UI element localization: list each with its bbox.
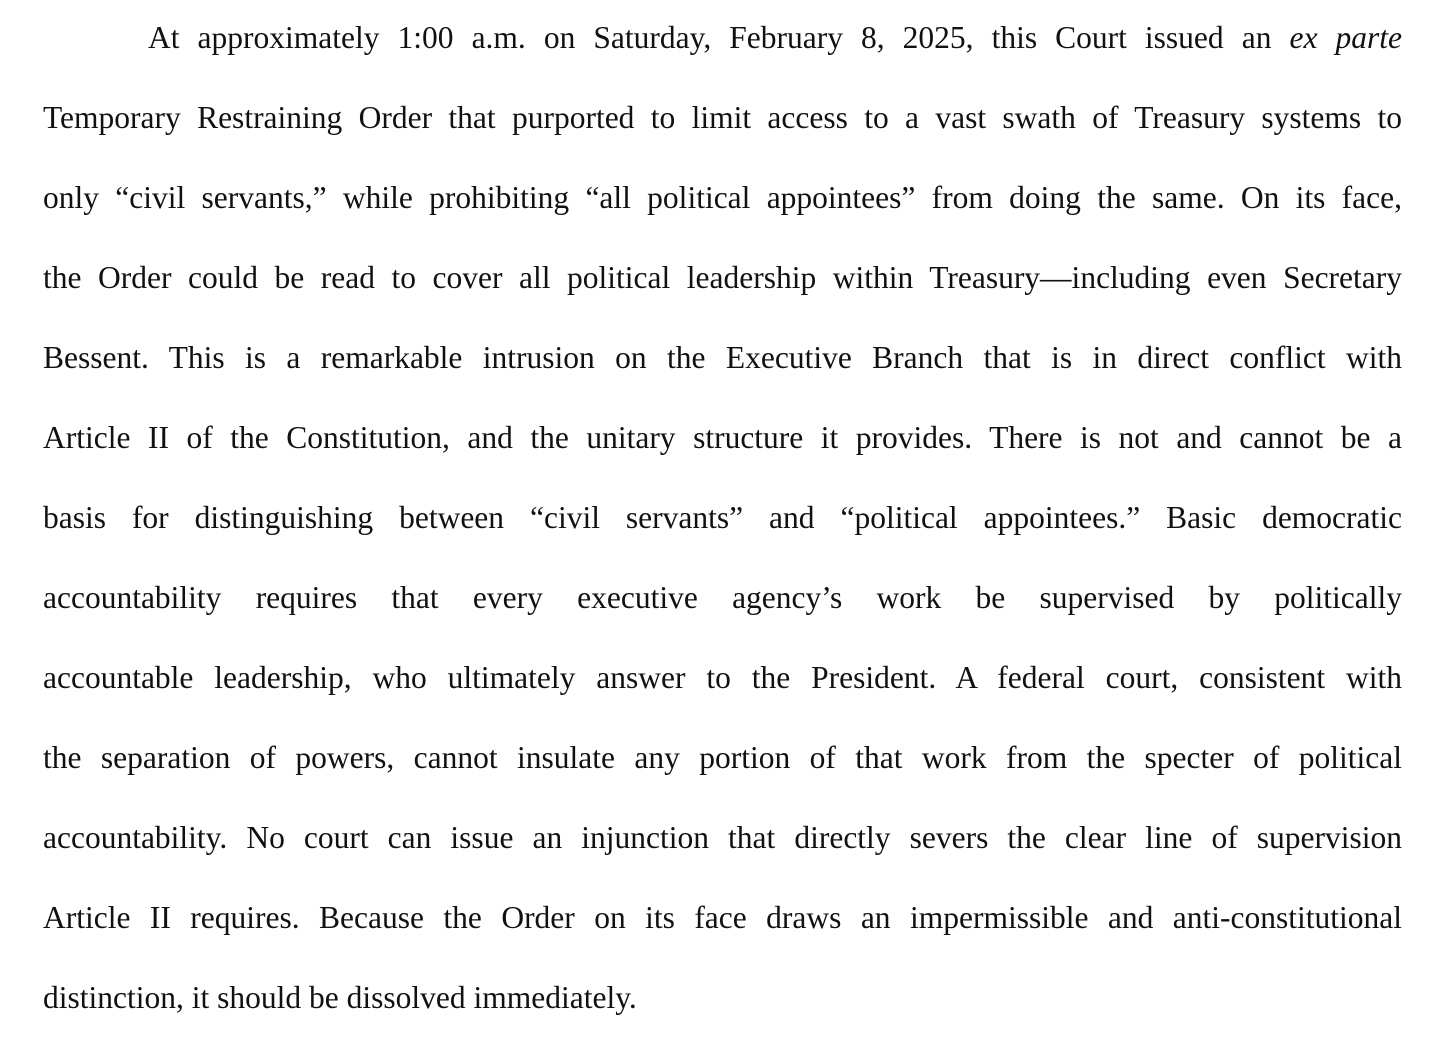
paragraph-line-11: accountability. No court can issue an injunction that directly severs the clear line of supervision — [43, 820, 1402, 855]
paragraph-line-4: the Order could be read to cover all political leadership within Treasury—including even Secretary — [43, 260, 1402, 295]
paragraph-line-3: only “civil servants,” while prohibiting “all political appointees” from doing the same. On its face, — [43, 180, 1402, 215]
paragraph-line-6: Article II of the Constitution, and the unitary structure it provides. There is not and cannot be a — [43, 420, 1402, 455]
paragraph-line-5: Bessent. This is a remarkable intrusion on the Executive Branch that is in direct conflict with — [43, 340, 1402, 375]
paragraph-line-2: Temporary Restraining Order that purported to limit access to a vast swath of Treasury systems to — [43, 100, 1402, 135]
paragraph-line-8: accountability requires that every executive agency’s work be supervised by politically — [43, 580, 1402, 615]
paragraph-line-7: basis for distinguishing between “civil servants” and “political appointees.” Basic democratic — [43, 500, 1402, 535]
paragraph-line-12: Article II requires. Because the Order on its face draws an impermissible and anti-constitutional — [43, 900, 1402, 935]
paragraph-line-9: accountable leadership, who ultimately answer to the President. A federal court, consistent with — [43, 660, 1402, 695]
line-1-text: At approximately 1:00 a.m. on Saturday, February 8, 2025, this Court issued an — [148, 20, 1290, 55]
paragraph-line-10: the separation of powers, cannot insulate any portion of that work from the specter of political — [43, 740, 1402, 775]
ex-parte-italic: ex parte — [1289, 20, 1402, 55]
paragraph-line-1 — [148, 18, 1402, 58]
paragraph-line-13: distinction, it should be dissolved immediately. — [43, 980, 637, 1015]
